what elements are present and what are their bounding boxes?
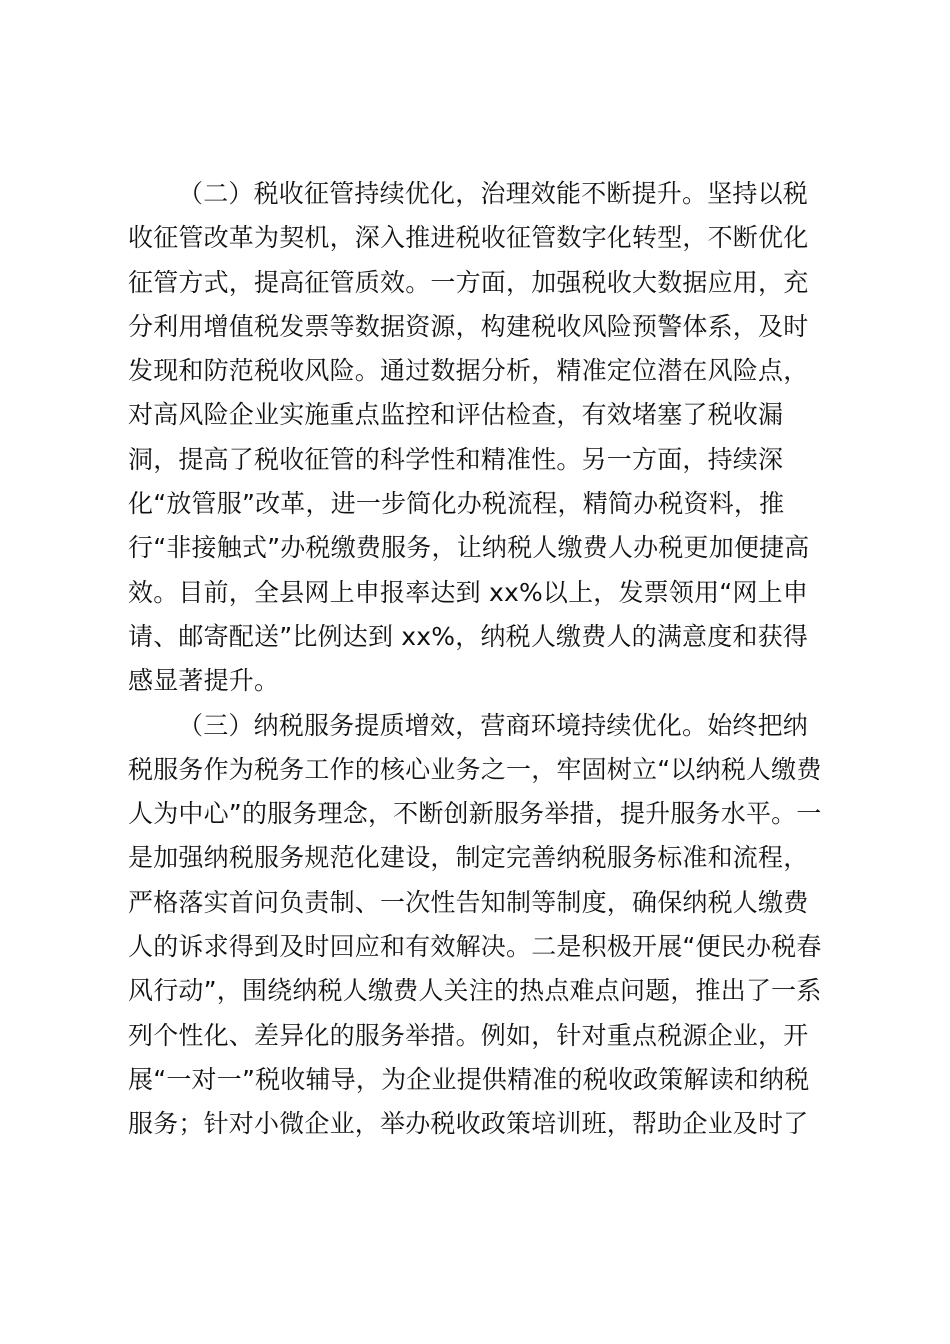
paragraph-tax-collection	[128, 172, 828, 704]
text-line: 洞，提高了税收征管的科学性和精准性。另一方面，持续深	[128, 444, 784, 474]
text-line: 税服务作为税务工作的核心业务之一，牢固树立“以纳税人缴费	[128, 754, 822, 784]
body-text	[128, 172, 828, 1147]
text-line: 对高风险企业实施重点监控和评估检查，有效堵塞了税收漏	[128, 400, 784, 430]
text-line: 分利用增值税发票等数据资源，构建税收风险预警体系，及时	[128, 311, 809, 341]
text-line: 感显著提升。	[128, 666, 280, 696]
text-line: （二）税收征管持续优化，治理效能不断提升。坚持以税	[178, 179, 809, 208]
text-line: 是加强纳税服务规范化建设，制定完善纳税服务标准和流程，	[128, 843, 809, 873]
text-line: 效。目前，全县网上申报率达到 xx%以上，发票领用“网上申	[128, 577, 809, 607]
text-line: 发现和防范税收风险。通过数据分析，精准定位潜在风险点，	[128, 356, 809, 386]
text-line: 人的诉求得到及时回应和有效解决。二是积极开展“便民办税春	[128, 932, 822, 962]
paragraph-tax-service	[128, 704, 828, 1147]
text-line: 请、邮寄配送”比例达到 xx%，纳税人缴费人的满意度和获得	[128, 621, 809, 651]
text-line: 列个性化、差异化的服务举措。例如，针对重点税源企业，开	[128, 1020, 809, 1050]
text-line: 风行动”，围绕纳税人缴费人关注的热点难点问题，推出了一系	[128, 976, 822, 1006]
text-line: 收征管改革为契机，深入推进税收征管数字化转型，不断优化	[128, 223, 809, 253]
text-line: （三）纳税服务提质增效，营商环境持续优化。始终把纳	[178, 710, 809, 740]
text-line: 征管方式，提高征管质效。一方面，加强税收大数据应用，充	[128, 267, 809, 297]
text-line: 化“放管服”改革，进一步简化办税流程，精简办税资料，推	[128, 489, 785, 519]
text-line: 人为中心”的服务理念，不断创新服务举措，提升服务水平。一	[128, 799, 822, 829]
text-line: 服务；针对小微企业，举办税收政策培训班，帮助企业及时了	[128, 1109, 809, 1139]
text-line: 展“一对一”税收辅导，为企业提供精准的税收政策解读和纳税	[128, 1064, 810, 1094]
text-line: 行“非接触式”办税缴费服务，让纳税人缴费人办税更加便捷高	[128, 533, 810, 563]
text-line: 严格落实首问负责制、一次性告知制等制度，确保纳税人缴费	[128, 887, 809, 917]
